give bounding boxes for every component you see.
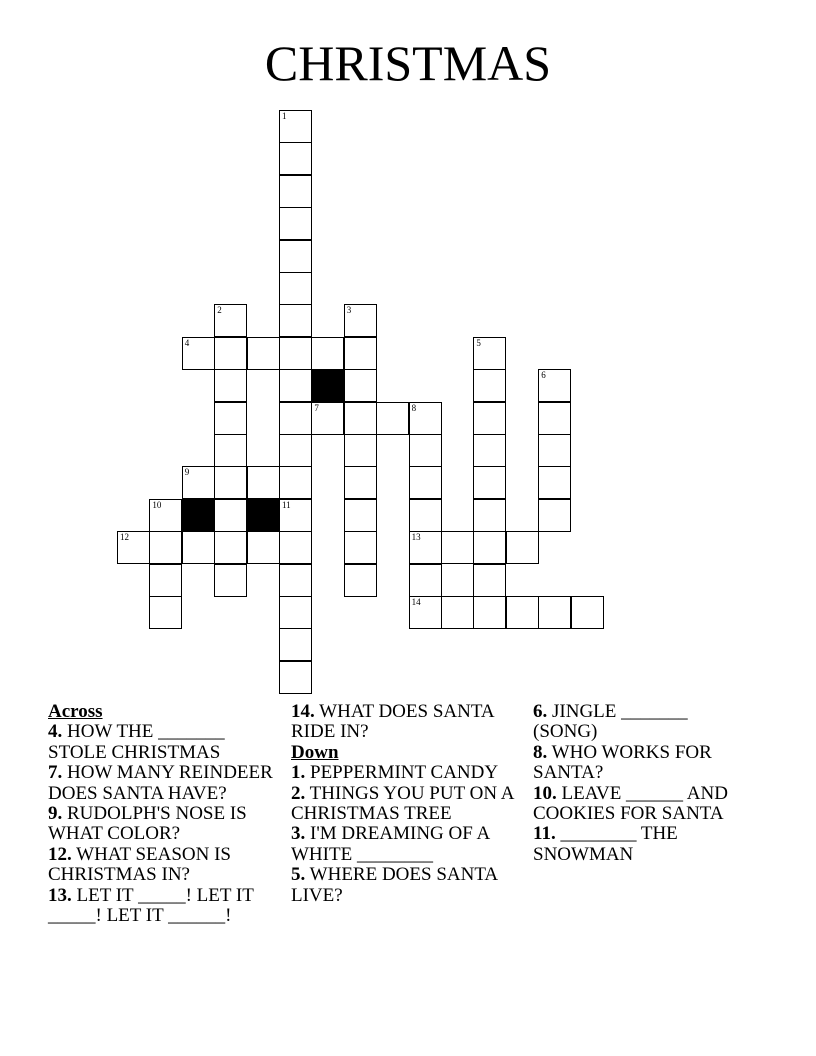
grid-cell[interactable] <box>376 402 409 435</box>
grid-cell[interactable] <box>214 531 247 564</box>
grid-cell[interactable] <box>409 564 442 597</box>
clue-number: 9 <box>184 467 190 478</box>
grid-cell[interactable] <box>214 466 247 499</box>
grid-cell[interactable] <box>571 596 604 629</box>
black-square <box>311 369 344 402</box>
grid-cell[interactable] <box>538 466 571 499</box>
grid-cell[interactable] <box>279 337 312 370</box>
grid-cell[interactable] <box>473 369 506 402</box>
grid-cell[interactable] <box>409 531 442 564</box>
grid-cell[interactable] <box>344 434 377 467</box>
grid-cell[interactable] <box>344 337 377 370</box>
grid-cell[interactable] <box>441 531 474 564</box>
clue-number: 7 <box>314 402 319 413</box>
clue-number: 4 <box>184 337 190 348</box>
clue-number: 14 <box>411 597 421 607</box>
grid-cell[interactable] <box>344 466 377 499</box>
grid-cell[interactable] <box>279 434 312 467</box>
grid-cell[interactable] <box>149 499 182 532</box>
grid-cell[interactable] <box>344 304 377 337</box>
grid-cell[interactable] <box>473 499 506 532</box>
across-clue: 4. HOW THE _______ STOLE CHRISTMAS <box>48 721 225 763</box>
clue-number: 5 <box>476 337 481 348</box>
grid-cell[interactable] <box>279 304 312 337</box>
down-clue: 2. THINGS YOU PUT ON A CHRISTMAS TREE <box>291 782 514 825</box>
down-clue: 11. ________ THE SNOWMAN <box>533 823 678 865</box>
grid-cell[interactable] <box>117 531 150 564</box>
grid-cell[interactable] <box>409 434 442 467</box>
grid-cell[interactable] <box>506 531 539 564</box>
grid-cell[interactable] <box>409 402 442 435</box>
grid-cell[interactable] <box>506 596 539 629</box>
grid-cell[interactable] <box>279 466 312 499</box>
grid-cell[interactable] <box>149 531 182 564</box>
grid-cell[interactable] <box>538 402 571 435</box>
clue-number: 1 <box>282 111 287 121</box>
clue-column-3 <box>533 702 743 865</box>
grid-cell[interactable] <box>279 369 312 402</box>
clue-number: 6 <box>541 370 546 381</box>
grid-cell[interactable] <box>409 466 442 499</box>
grid-cell[interactable] <box>182 466 215 499</box>
grid-cell[interactable] <box>279 499 312 532</box>
down-heading: Down <box>291 741 339 763</box>
down-clue: 8. WHO WORKS FOR SANTA? <box>533 741 712 784</box>
grid-cell[interactable] <box>279 628 312 661</box>
grid-cell[interactable] <box>182 531 215 564</box>
grid-cell[interactable] <box>214 337 247 370</box>
grid-cell[interactable] <box>279 207 312 240</box>
across-clue: 7. HOW MANY REINDEER DOES SANTA HAVE? <box>48 762 273 804</box>
grid-cell[interactable] <box>409 499 442 532</box>
clue-number: 12 <box>120 532 129 543</box>
across-clue: 9. RUDOLPH'S NOSE IS WHAT COLOR? <box>48 803 247 845</box>
clue-number: 13 <box>411 532 421 543</box>
grid-cell[interactable] <box>279 531 312 564</box>
down-clue: 3. I'M DREAMING OF A WHITE ________ <box>291 823 490 865</box>
clue-number: 11 <box>282 499 291 510</box>
clue-number: 3 <box>346 305 352 316</box>
across-clue: 12. WHAT SEASON IS CHRISTMAS IN? <box>48 843 232 886</box>
clue-number: 10 <box>152 499 162 510</box>
grid-cell[interactable] <box>149 564 182 597</box>
grid-cell[interactable] <box>182 337 215 370</box>
grid-cell[interactable] <box>279 272 312 305</box>
grid-cell[interactable] <box>344 499 377 532</box>
grid-cell[interactable] <box>279 175 312 208</box>
grid-cell[interactable] <box>473 564 506 597</box>
grid-cell[interactable] <box>344 564 377 597</box>
grid-cell[interactable] <box>473 531 506 564</box>
across-heading: Across <box>48 701 103 722</box>
grid-cell[interactable] <box>409 596 442 629</box>
across-clue: 14. WHAT DOES SANTA RIDE IN? <box>291 701 494 743</box>
down-clue: 1. PEPPERMINT CANDY <box>291 762 499 784</box>
grid-cell[interactable] <box>247 337 280 370</box>
grid-cell[interactable] <box>538 596 571 629</box>
grid-cell[interactable] <box>311 337 344 370</box>
puzzle-title: CHRISTMAS <box>264 35 552 91</box>
grid-cell[interactable] <box>214 402 247 435</box>
grid-cell[interactable] <box>538 499 571 532</box>
grid-cell[interactable] <box>279 240 312 273</box>
grid-cell[interactable] <box>473 466 506 499</box>
clue-column-1 <box>48 702 283 926</box>
grid-cell[interactable] <box>214 304 247 337</box>
clue-number: 8 <box>411 402 417 413</box>
grid-cell[interactable] <box>247 531 280 564</box>
grid-cell[interactable] <box>344 402 377 435</box>
grid-cell[interactable] <box>279 142 312 175</box>
grid-cell[interactable] <box>473 596 506 629</box>
grid-cell[interactable] <box>344 369 377 402</box>
across-clue: 13. LET IT _____! LET IT _____! LET IT ______! <box>48 884 254 927</box>
grid-cell[interactable] <box>214 434 247 467</box>
grid-cell[interactable] <box>247 466 280 499</box>
grid-cell[interactable] <box>279 110 312 143</box>
grid-cell[interactable] <box>441 596 474 629</box>
clue-number: 2 <box>217 305 222 316</box>
grid-cell[interactable] <box>279 661 312 694</box>
grid-cell[interactable] <box>344 531 377 564</box>
clue-column-2 <box>291 702 526 906</box>
down-clue: 5. WHERE DOES SANTA LIVE? <box>291 864 498 906</box>
grid-cell[interactable] <box>538 369 571 402</box>
grid-cell[interactable] <box>279 596 312 629</box>
grid-cell[interactable] <box>214 499 247 532</box>
grid-cell[interactable] <box>473 434 506 467</box>
grid-cell[interactable] <box>473 337 506 370</box>
down-clue: 10. LEAVE ______ AND COOKIES FOR SANTA <box>533 782 728 825</box>
grid-cell[interactable] <box>214 369 247 402</box>
down-clue: 6. JINGLE _______ (SONG) <box>533 701 688 743</box>
grid-cell[interactable] <box>149 596 182 629</box>
grid-cell[interactable] <box>279 402 312 435</box>
grid-cell[interactable] <box>473 402 506 435</box>
black-square <box>247 499 280 532</box>
grid-cell[interactable] <box>311 402 344 435</box>
grid-cell[interactable] <box>214 564 247 597</box>
black-square <box>182 499 215 532</box>
grid-cell[interactable] <box>279 564 312 597</box>
grid-cell[interactable] <box>538 434 571 467</box>
